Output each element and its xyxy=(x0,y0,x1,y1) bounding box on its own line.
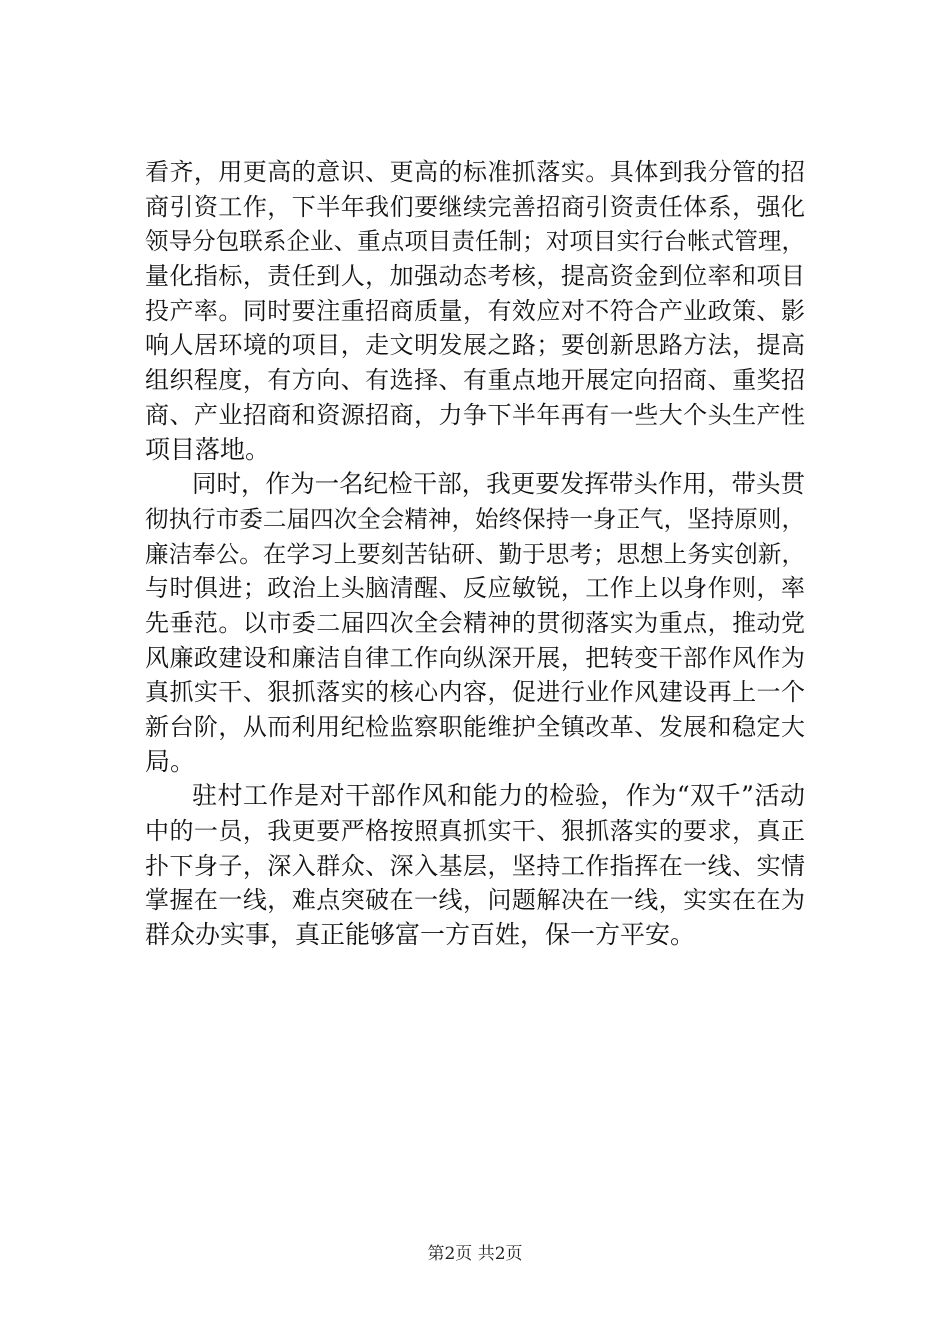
text-line: 新台阶，从而利用纪检监察职能维护全镇改革、发展和稳定大 xyxy=(145,713,805,741)
text-line: 真抓实干、狠抓落实的核心内容，促进行业作风建设再上一个 xyxy=(145,678,805,707)
document-body xyxy=(145,155,805,953)
text-line: 投产率。同时要注重招商质量，有效应对不符合产业政策、影 xyxy=(145,296,805,325)
text-line: 项目落地。 xyxy=(145,434,271,464)
text-line: 群众办实事，真正能够富一方百姓，保一方平安。 xyxy=(145,920,696,950)
text-line: 看齐，用更高的意识、更高的标准抓落实。具体到我分管的招 xyxy=(145,158,805,186)
text-line: 商、产业招商和资源招商，力争下半年再有一些大个头生产性 xyxy=(145,400,805,429)
text-line: 廉洁奉公。在学习上要刻苦钻研、勤于思考；思想上务实创新， xyxy=(145,539,805,568)
paragraph-3 xyxy=(145,779,805,952)
text-line: 商引资工作，下半年我们要继续完善招商引资责任体系，强化 xyxy=(145,192,805,221)
text-line: 驻村工作是对干部作风和能力的检验，作为“双千”活动 xyxy=(192,781,805,811)
paragraph-1 xyxy=(145,155,805,467)
text-line: 响人居环境的项目，走文明发展之路；要创新思路方法，提高 xyxy=(145,331,805,360)
text-line: 掌握在一线，难点突破在一线，问题解决在一线，实实在在为 xyxy=(145,886,805,915)
text-line: 彻执行市委二届四次全会精神，始终保持一身正气，坚持原则， xyxy=(145,504,805,533)
text-line: 扑下身子，深入群众、深入基层，坚持工作指挥在一线、实情 xyxy=(145,851,805,880)
text-line: 与时俱进；政治上头脑清醒、反应敏锐，工作上以身作则，率 xyxy=(145,574,805,603)
text-line: 中的一员，我更要严格按照真抓实干、狠抓落实的要求，真正 xyxy=(145,817,805,846)
text-line: 同时，作为一名纪检干部，我更要发挥带头作用，带头贯 xyxy=(192,469,805,499)
text-line: 量化指标，责任到人，加强动态考核，提高资金到位率和项目 xyxy=(145,262,805,291)
text-line: 风廉政建设和廉洁自律工作向纵深开展，把转变干部作风作为 xyxy=(145,643,805,672)
text-line: 领导分包联系企业、重点项目责任制；对项目实行台帐式管理， xyxy=(145,227,805,256)
paragraph-2 xyxy=(145,467,805,779)
text-line: 先垂范。以市委二届四次全会精神的贯彻落实为重点，推动党 xyxy=(145,608,805,637)
text-line: 组织程度，有方向、有选择、有重点地开展定向招商、重奖招 xyxy=(145,366,805,395)
text-line: 局。 xyxy=(145,746,196,776)
page-number-footer: 第2页 共2页 xyxy=(427,1244,523,1264)
